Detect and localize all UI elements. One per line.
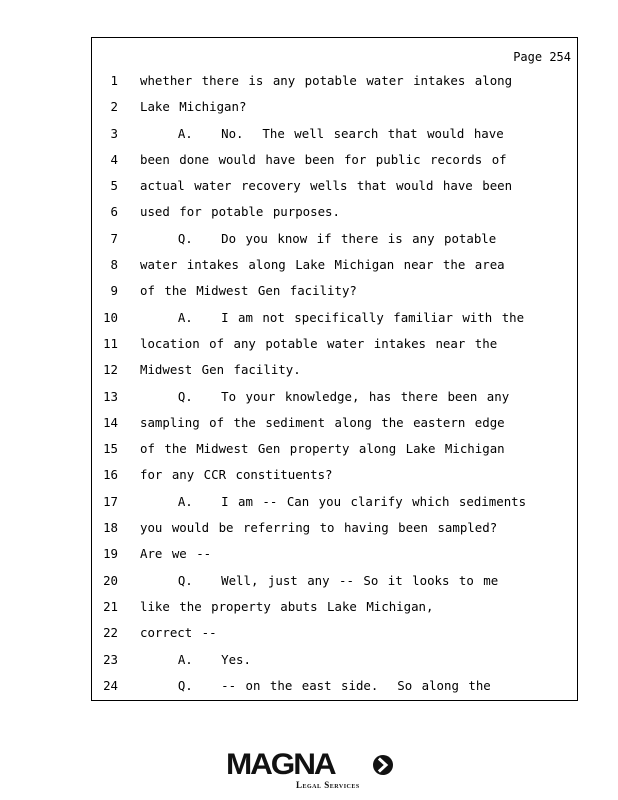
transcript-line [92,492,577,518]
line-text: location of any potable water intakes near the [140,335,498,351]
transcript-line [92,281,577,307]
line-number: 3 [110,125,118,141]
line-text: sampling of the sediment along the eastern edge [140,414,505,430]
transcript-line [92,413,577,439]
transcript-line [92,676,577,702]
line-text: A. No. The well search that would have [140,125,504,141]
line-text: A. I am -- Can you clarify which sediments [140,493,527,509]
transcript-line [92,202,577,228]
line-number: 11 [103,335,118,351]
line-number: 2 [110,99,118,115]
line-text: actual water recovery wells that would have been [140,178,513,194]
line-number: 19 [103,546,118,562]
transcript-line [92,255,577,281]
line-text: A. Yes. [140,651,251,667]
line-number: 24 [103,677,118,693]
line-number: 21 [103,598,118,614]
line-number: 23 [103,651,118,667]
transcript-line [92,518,577,544]
transcript-line [92,360,577,386]
line-text: been done would have been for public records of [140,151,507,167]
transcript-line [92,623,577,649]
transcript-line [92,439,577,465]
line-number: 10 [103,309,118,325]
line-text: A. I am not specifically familiar with the [140,309,525,325]
line-number: 9 [110,283,118,299]
transcript-page [91,37,578,701]
line-number: 13 [103,388,118,404]
line-text: correct -- [140,625,217,641]
line-text: water intakes along Lake Michigan near the area [140,257,505,273]
transcript-line [92,124,577,150]
transcript-line [92,571,577,597]
transcript-line [92,71,577,97]
line-number: 1 [110,73,118,88]
line-text: Lake Michigan? [140,99,247,115]
line-text: of the Midwest Gen facility? [140,283,357,299]
transcript-line [92,387,577,413]
line-number: 4 [110,151,118,167]
magna-logo [226,749,396,793]
transcript-line [92,150,577,176]
line-text: you would be referring to having been sampled? [140,520,498,536]
line-number: 17 [103,493,118,509]
line-number: 18 [103,520,118,536]
line-number: 16 [103,467,118,483]
line-number: 14 [103,414,118,430]
transcript-line [92,176,577,202]
transcript-line [92,597,577,623]
chevron-right-circle-icon [372,754,394,776]
line-text: whether there is any potable water intakes along [140,73,513,88]
line-number: 12 [103,362,118,378]
line-number: 20 [103,572,118,588]
line-number: 15 [103,441,118,457]
line-number: 8 [110,257,118,273]
line-text: used for potable purposes. [140,204,340,220]
line-number: 6 [110,204,118,220]
line-text: like the property abuts Lake Michigan, [140,598,434,614]
line-number: 22 [103,625,118,641]
line-text: Q. To your knowledge, has there been any [140,388,510,404]
line-number: 5 [110,178,118,194]
line-text: Q. -- on the east side. So along the [140,677,491,693]
line-number: 7 [110,230,118,246]
logo-wordmark: MAGNA [226,748,335,781]
transcript-line [92,544,577,570]
transcript-line [92,334,577,360]
line-text: Are we -- [140,546,212,562]
line-text: Q. Well, just any -- So it looks to me [140,572,499,588]
line-text: Midwest Gen facility. [140,362,301,378]
transcript-line [92,229,577,255]
logo-subtitle: Legal Services [296,780,360,790]
transcript-lines [92,71,577,702]
line-text: Q. Do you know if there is any potable [140,230,497,246]
line-text: of the Midwest Gen property along Lake Michigan [140,441,505,457]
transcript-line [92,308,577,334]
transcript-line [92,650,577,676]
page-number: Page 254 [513,50,571,64]
transcript-line [92,465,577,491]
line-text: for any CCR constituents? [140,467,333,483]
transcript-line [92,97,577,123]
